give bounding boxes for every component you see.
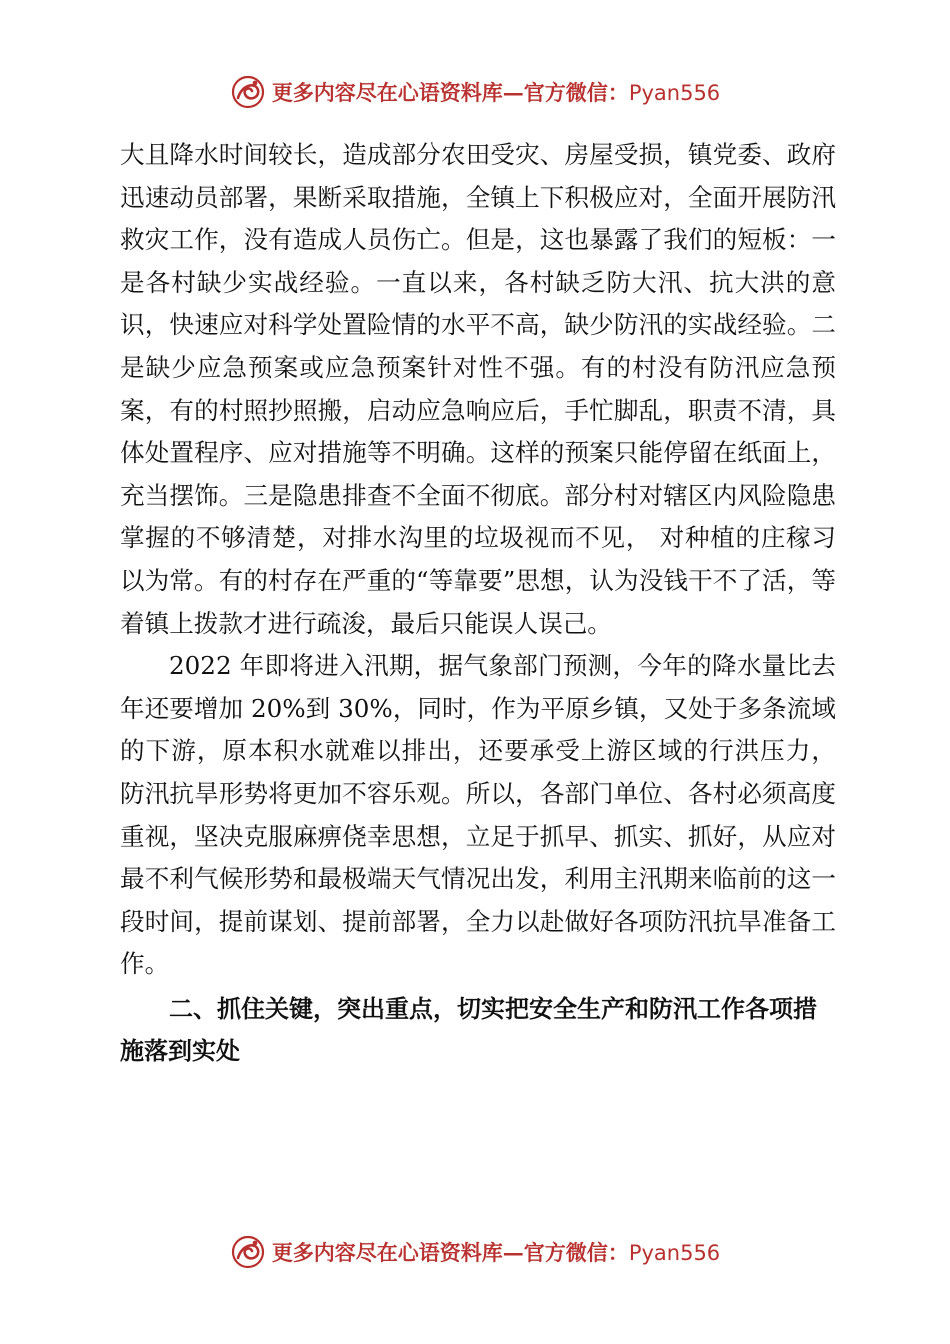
banner-text: 更多内容尽在心语资料库—官方微信：Pyan556 (271, 80, 721, 105)
header-banner (0, 70, 950, 114)
swirl-logo-icon (230, 74, 266, 110)
body-paragraph: 2022 年即将进入汛期，据气象部门预测，今年的降水量比去年还要增加 20%到 30%，同时，作为平原乡镇，又处于多条流域的下游，原本积水就难以排出，还要承受上游区域的行洪压力， 防汛抗旱形势将更加不容乐观。所以，各部门单位、各村必须高度重视，坚决克服麻痹侥幸思想，立足于抓早、抓实、抓好，从应对最不利气候形势和最极端天气情况出发，利用主汛期来临前的这一段时间，提前谋划、提前部署，全力以赴做好各项防汛抗旱准备工作。 (120, 651, 836, 979)
footer-banner (0, 1230, 950, 1274)
banner-text: 更多内容尽在心语资料库—官方微信：Pyan556 (271, 1240, 721, 1265)
wechat-id: Pyan556 (628, 1241, 721, 1265)
swirl-logo-icon (230, 1234, 266, 1270)
section-heading: 二、抓住关键，突出重点，切实把安全生产和防汛工作各项措施落到实处 (120, 994, 817, 1066)
document-body (120, 134, 836, 1073)
body-paragraph: 大且降水时间较长，造成部分农田受灾、房屋受损，镇党委、政府迅速动员部署，果断采取措施，全镇上下积极应对，全面开展防汛救灾工作，没有造成人员伤亡。但是，这也暴露了我们的短板：一是各村缺少实战经验。一直以来，各村缺乏防大汛、抗大洪的意识，快速应对科学处置险情的水平不高，缺少防汛的实战经验。二是缺少应急预案或应急预案针对性不强。有的村没有防汛应急预案，有的村照抄照搬，启动应急响应后，手忙脚乱，职责不清，具体处置程序、应对措施等不明确。这样的预案只能停留在纸面上，充当摆饰。三是隐患排查不全面不彻底。部分村对辖区内风险隐患掌握的不够清楚，对排水沟里的垃圾视而不见， 对种植的庄稼习以为常。有的村存在严重的“等靠要”思想，认为没钱干不了活，等着镇上拨款才进行疏浚，最后只能误人误己。 (120, 140, 836, 638)
wechat-id: Pyan556 (628, 81, 721, 105)
